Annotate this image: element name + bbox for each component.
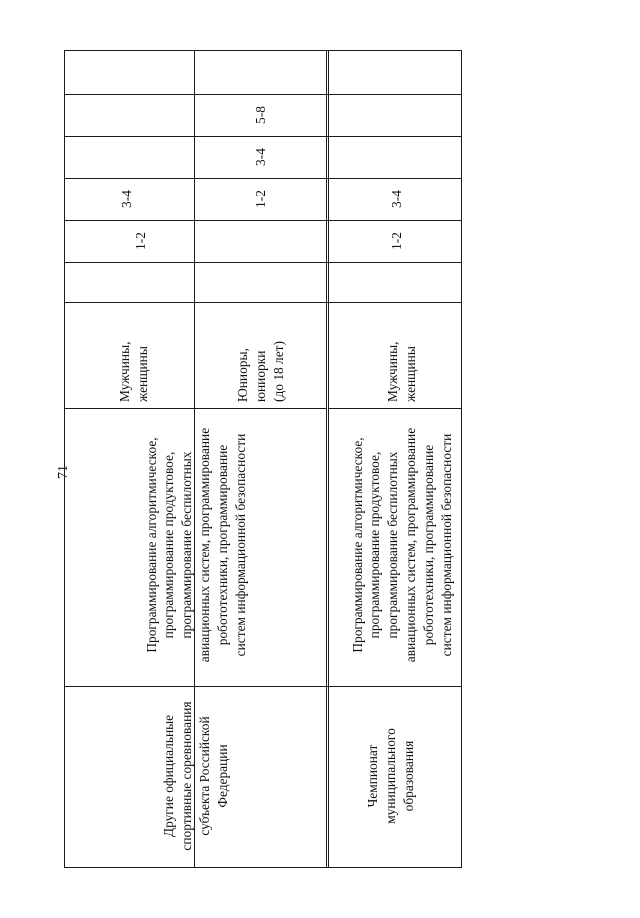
place-value: 3-4	[119, 190, 135, 208]
place-1-2	[132, 224, 150, 258]
column-divider-place-4	[64, 136, 462, 137]
place-value: 1-2	[133, 232, 149, 250]
place-value: 3-4	[389, 190, 405, 208]
group-line: женщины	[135, 346, 150, 402]
competition-cell-municipal	[362, 688, 420, 864]
place-3-4	[118, 182, 136, 216]
discipline-line: Программирование алгоритмическое,	[349, 437, 365, 653]
column-divider-place-1	[64, 262, 462, 263]
discipline-cell-regional	[140, 410, 252, 680]
competition-line: спортивные соревнования	[179, 701, 195, 851]
competition-cell-regional	[158, 688, 234, 864]
competition-line: субъекта Российской	[197, 716, 212, 836]
column-divider-place-3	[64, 178, 462, 179]
place-3-4	[252, 140, 270, 174]
column-divider-discipline	[64, 686, 462, 687]
discipline-line: программирование продуктовое,	[367, 451, 383, 639]
group-cell-men-women	[114, 310, 154, 402]
discipline-line: робототехники, программирование	[420, 444, 436, 646]
group-line: юниорки	[253, 350, 269, 402]
discipline-line: Программирование алгоритмическое,	[143, 437, 159, 653]
group-line: (до 18 лет)	[270, 341, 286, 402]
place-value: 5-8	[253, 106, 269, 124]
place-5-8	[252, 98, 270, 132]
competition-line: Другие официальные	[161, 714, 177, 838]
discipline-line: авиационных систем, программирование	[197, 427, 212, 663]
place-value: 1-2	[389, 232, 405, 250]
group-line: Юниоры,	[235, 348, 251, 402]
discipline-line: систем информационной безопасности	[232, 433, 248, 657]
place-3-4	[388, 182, 406, 216]
discipline-line: программирование беспилотных	[385, 451, 401, 639]
competition-line: Чемпионат	[365, 744, 381, 808]
discipline-line: робототехники, программирование	[214, 444, 230, 646]
group-line: Мужчины,	[385, 341, 401, 402]
column-divider-group-b	[328, 408, 462, 409]
discipline-cell-municipal	[346, 410, 458, 680]
column-divider-place-2	[64, 220, 462, 221]
discipline-line: систем информационной безопасности	[438, 433, 454, 657]
group-cell-men-women	[382, 310, 422, 402]
column-divider-group-a	[64, 408, 326, 409]
page-number: 71	[56, 465, 71, 479]
discipline-line: программирование беспилотных	[179, 451, 195, 639]
place-value: 3-4	[253, 148, 269, 166]
row-divider-municipal	[326, 50, 329, 868]
place-value: 1-2	[253, 190, 269, 208]
column-divider-place-5	[64, 94, 462, 95]
discipline-line: авиационных систем, программирование	[403, 427, 418, 663]
group-cell-juniors	[232, 310, 290, 402]
group-line: женщины	[403, 346, 418, 402]
competition-line: Федерации	[214, 744, 230, 808]
group-line: Мужчины,	[117, 341, 133, 402]
place-1-2	[252, 182, 270, 216]
column-divider-places-start	[64, 302, 462, 303]
competition-line: образования	[400, 740, 416, 812]
discipline-line: программирование продуктовое,	[161, 451, 177, 639]
competition-line: муниципального	[383, 728, 399, 824]
place-1-2	[388, 224, 406, 258]
